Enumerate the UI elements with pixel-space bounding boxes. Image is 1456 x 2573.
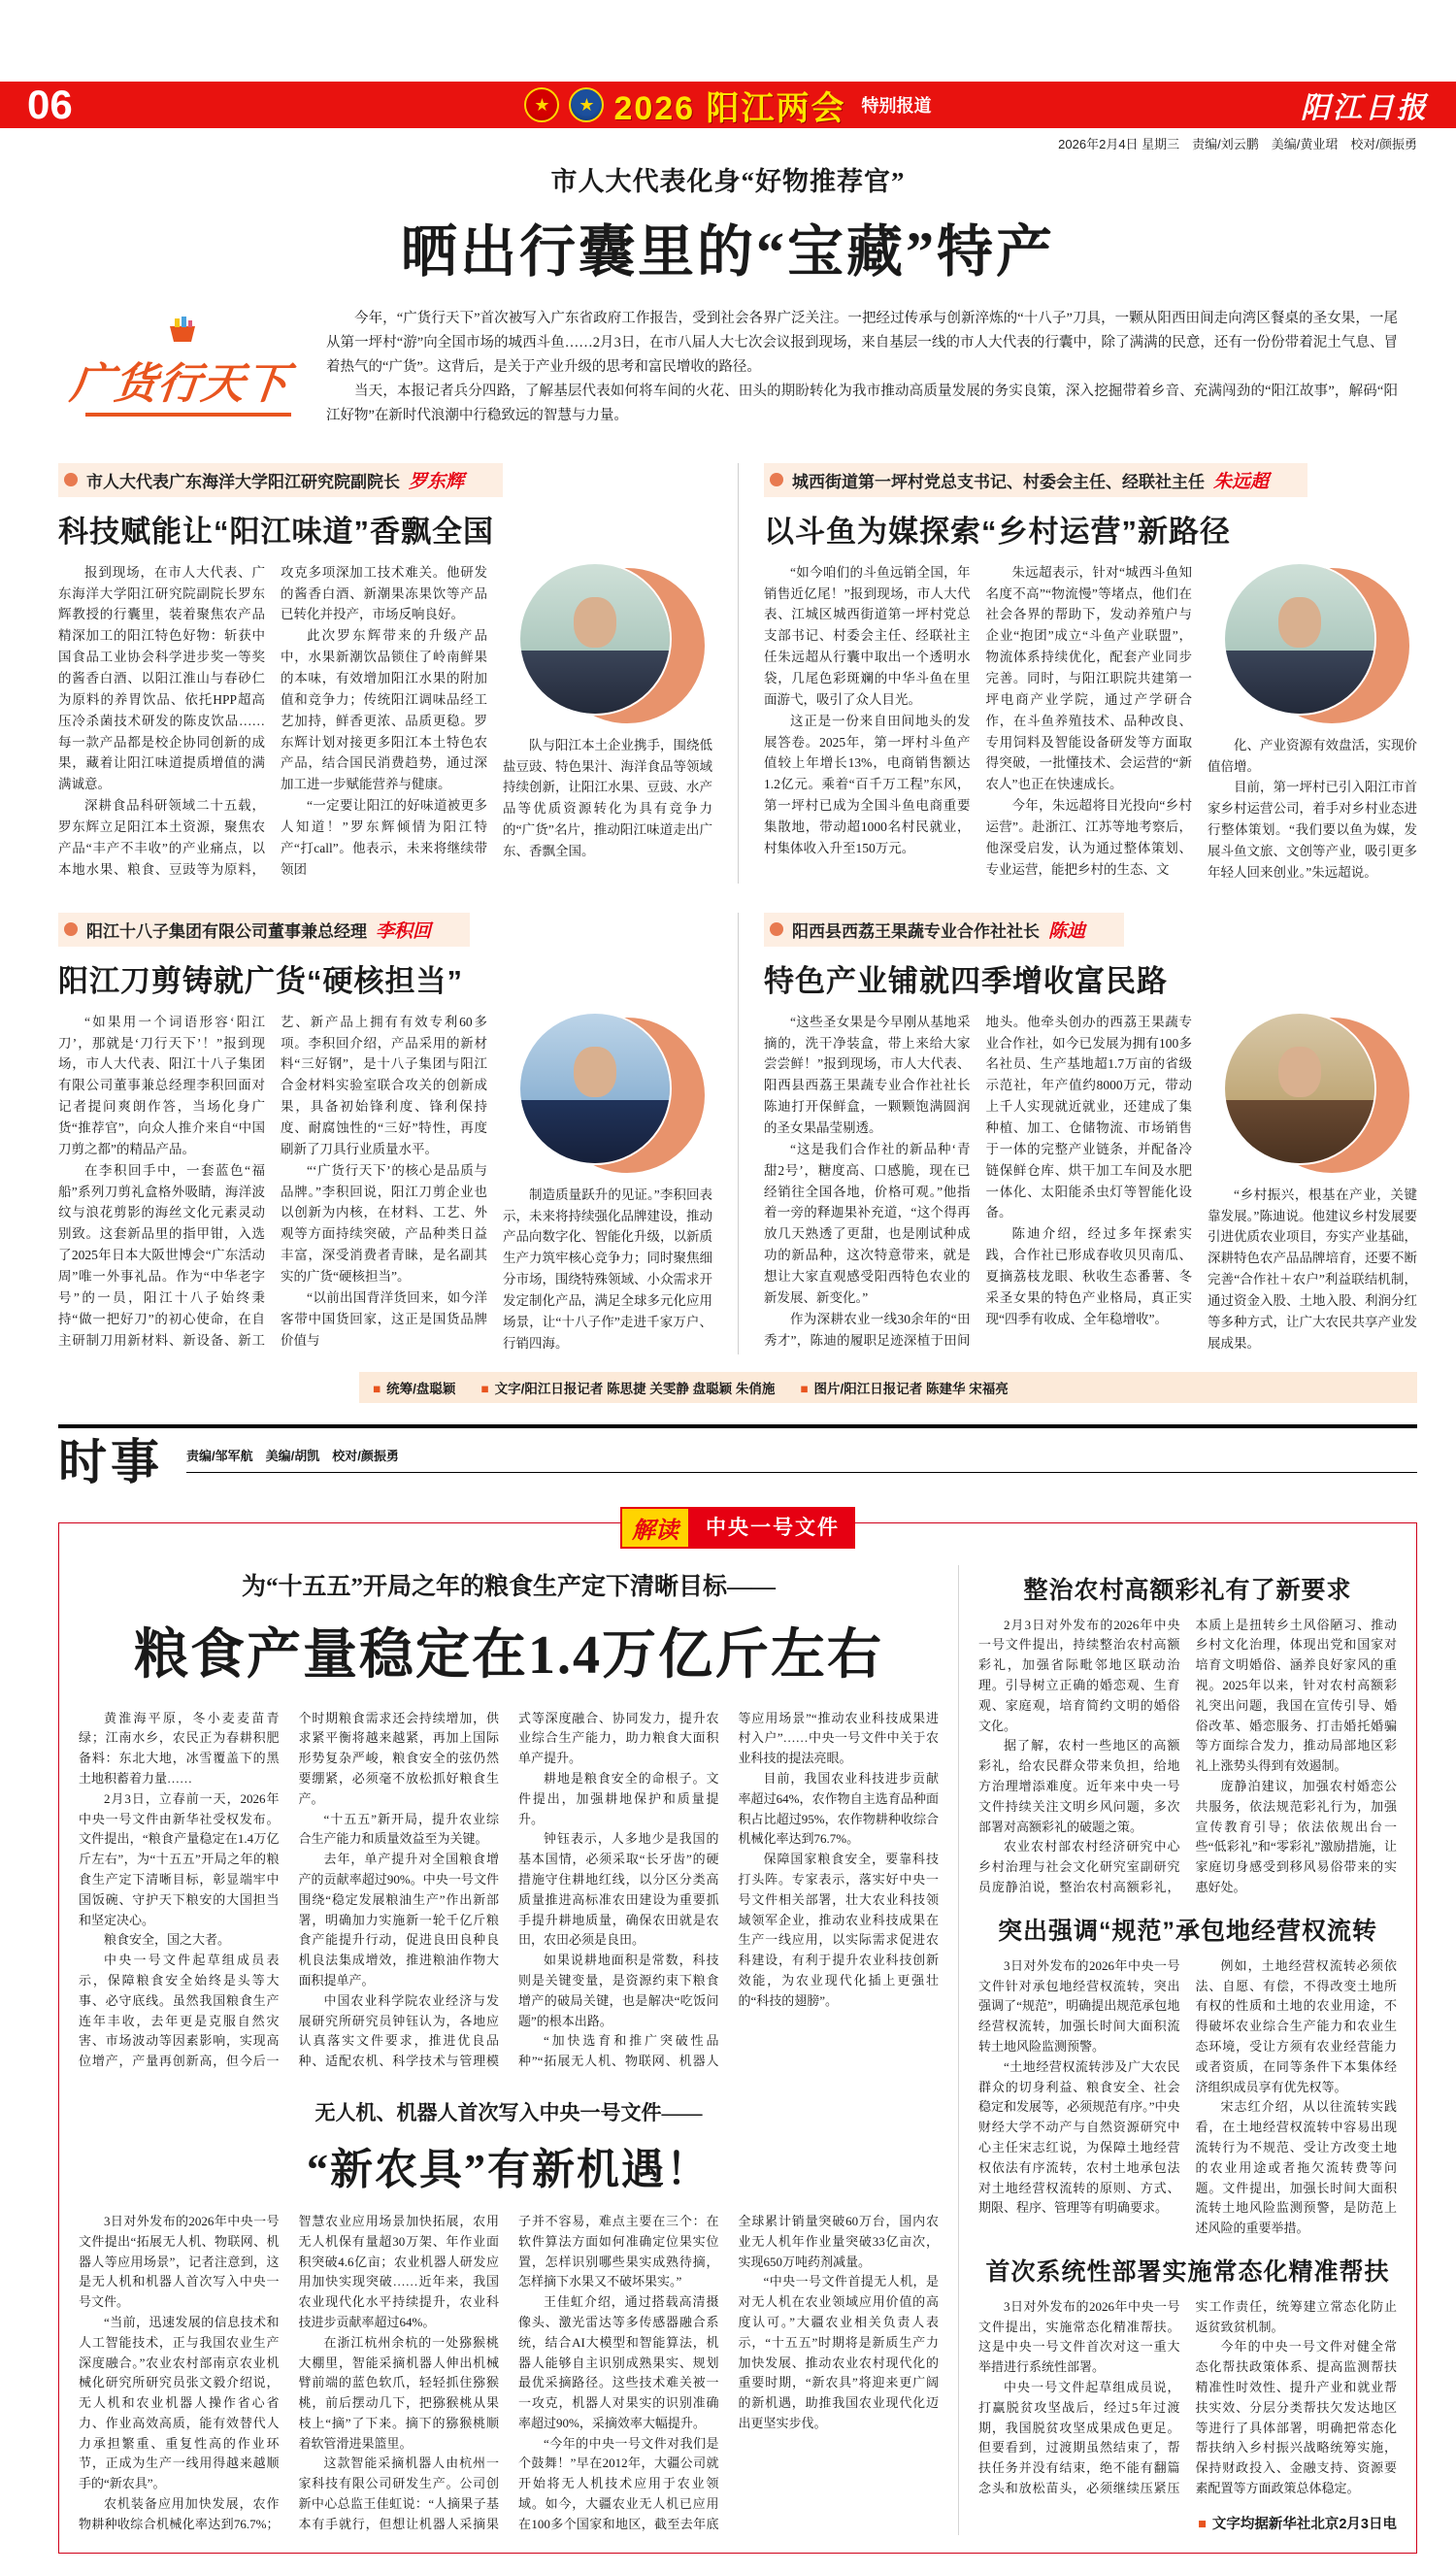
article-label <box>58 463 503 497</box>
rail-columns <box>978 1616 1397 1898</box>
article-headline: 特色产业铺就四季增收富民路 <box>764 963 1168 998</box>
paragraph: “乡村振兴，根基在产业，关键靠发展。”陈迪说。他建议乡村发展要引进优质农业项目，夯实产业基础，深耕特色农产品品牌培育，还要不断完善“合作社＋农户”利益联结机制，通过资金入股、土地入股、利润分红等多种方式，让广大农民共享产业发展成果。 <box>1208 1186 1417 1351</box>
paragraph: 今年，“广货行天下”首次被写入广东省政府工作报告，受到社会各界广泛关注。一把经过传承与创新淬炼的“十八子”刀具，一颗从阳西田间走向湾区餐桌的圣女果，一尾从第一坪村“游”向全国市场的城西斗鱼……2月3日，在市八届人大七次会议报到现场，来自基层一线的市人大代表的行囊中，除了满满的民意，还有一份份带着泥土气息、冒着热气的“广货”。这背后，是关于产业升级的思考和富民增收的路径。 <box>326 311 1398 375</box>
delegate-name: 朱远超 <box>1213 471 1270 492</box>
article-body <box>58 1012 712 1354</box>
paragraph: 黄淮海平原，冬小麦麦苗青绿；江南水乡，农民正为春耕积肥备料：东北大地，冰雪覆盖下的黑土地积蓄着力量…… <box>79 1710 280 1786</box>
paragraph: 陈迪介绍，经过多年探索实践，合作社已形成春收贝贝南瓜、夏摘荔枝龙眼、秋收生态番薯、冬采圣女果的特色产业格局，真正实现“四季有收成、全年稳增收”。 <box>985 1226 1192 1326</box>
credit-photo: ■ 图片/阳江日报记者 陈建华 宋福亮 <box>800 1381 1009 1396</box>
paragraph: “以前出国背洋货回来，如今洋客带中国货回家，这正是国货品牌价值与 <box>281 1289 487 1348</box>
side-text <box>1208 1185 1417 1354</box>
section-divider <box>58 1424 1417 1428</box>
paragraph: “如今咱们的斗鱼远销全国，年销售近亿尾！”报到现场，市人大代表、江城区城西街道第一坪村党总支部书记、村委会主任、经联社主任朱远超从行囊中取出一个透明水袋，几尾色彩斑斓的中华斗鱼在里面游弋，吸引了众人目光。 <box>764 564 971 707</box>
newspaper-page <box>0 82 1456 2573</box>
paragraph: 中央一号文件起草组成员说，打赢脱贫攻坚战后，经过5年过渡期，我国脱贫攻坚成果成色更足。但要看到，过渡期虽然结束了，帮扶任务并没有结束，绝不能有翻篇念头和放松苗头，必须继续压紧压实工作责任，统筹建立常态化防止返贫致贫机制。 <box>978 2298 1397 2496</box>
delegate-name: 罗东辉 <box>409 471 465 492</box>
paragraph: “如果用一个词语形容‘阳江刀’，那就是‘刀行天下’！”报到现场，市人大代表、阳江十八子集团有限公司董事兼总经理李积回面对记者提问爽朗作答，当场化身广货“推荐官”，向众人推介来自“中国刀剪之都”的精品产品。 <box>58 1014 265 1156</box>
rail-headline: 突出强调“规范”承包地经营权流转 <box>997 1917 1377 1945</box>
paragraph: 中央一号文件起草组成员表示，保障粮食安全始终是头等大事、必守底线。虽然我国粮食生产连年丰收，去年更是克服自然灾害、市场波动等因素影响，实现高位增产，产量再创新高，但今后一个时期粮食需求还会持续增加，供求紧平衡将越来越紧，再加上国际形势复杂严峻，粮食安全的弦仍然要绷紧，必须毫不放松抓好粮食生产。 <box>79 1710 499 2069</box>
paragraph: 制造质量跃升的见证。”李积回表示，未来将持续强化品牌建设，推动产品向数字化、智能化升级，以新质生产力筑牢核心竞争力；同时聚焦细分市场，围绕特殊领域、小众需求开发定制化产品，满足全球多元化应用场景，让“十八子作”走进千家万户、行销四海。 <box>503 1186 712 1351</box>
grain-article-columns <box>79 1709 939 2072</box>
paragraph: 例如，土地经营权流转必须依法、自愿、有偿，不得改变土地所有权的性质和土地的农业用途，不得破坏农业综合生产能力和农业生态环境，受让方须有农业经营能力或者资质，在同等条件下本集体经济组织成员享有优先权等。 <box>1195 1957 1397 2094</box>
article-lijihui <box>58 913 738 1354</box>
paragraph: “一定要让阳江的好味道被更多人知道！”罗东辉倾情为阳江特产“打call”。他表示，未来将继续带领团 <box>281 798 487 877</box>
square-bullet-icon: ■ <box>800 1381 809 1396</box>
paragraph: 此次罗东辉带来的升级产品中，水果新潮饮品锁住了岭南鲜果的本味，有效增加阳江水果的附加值和竞争力；传统阳江调味品经工艺加持，鲜香更浓、品质更稳。罗东辉计划对接更多阳江本土特色农产品，结合国民消费趋势，通过深加工进一步赋能营养与健康。 <box>281 628 487 792</box>
news-section-header <box>58 1436 1417 1489</box>
xinhua-source-note: ■ 文字均据新华社北京2月3日电 <box>1198 2516 1397 2532</box>
article-chendi <box>738 913 1417 1354</box>
delegate-photo <box>1215 1012 1409 1175</box>
bullet-dot-icon <box>770 473 783 486</box>
paragraph: “‘广货行天下’的核心是品质与品牌。”李积回说，阳江刀剪企业也以创新为内核，在材料、工艺、外观等方面持续突破，产品种类日益丰富，深受消费者青睐，是名副其实的广货“硬核担当”。 <box>281 1162 487 1285</box>
event-title: 2026 阳江两会 <box>613 89 846 127</box>
paragraph: “中央一号文件首提无人机，是对无人机在农业领域应用价值的高度认可。”大疆农业相关负责人表示，“十五五”时期将是新质生产力加快发展、推动农业农村现代化的重要时期，“新农具”将迎来更广阔的新机遇，助推我国农业现代化迈出更坚实步伐。 <box>738 2274 939 2430</box>
rail-article-land-transfer <box>978 1912 1397 2239</box>
article-label <box>58 913 470 947</box>
bullet-dot-icon <box>770 922 783 936</box>
square-bullet-icon: ■ <box>480 1381 489 1396</box>
paragraph: 耕地是粮食安全的命根子。文件提出，加强耕地保护和质量提升。 <box>518 1770 719 1826</box>
paragraph: 队与阳江本土企业携手，围绕低盐豆豉、特色果汁、海洋食品等领域持续创新，让阳江水果、豆豉、水产品等优质资源转化为具有竞争力的“广货”名片，推动阳江味道走出广东、香飘全国。 <box>503 737 712 858</box>
paragraph: 农机装备应用加快发展，农作物耕种收综合机械化率达到76.7%；智慧农业应用场景加快拓展，农用无人机保有量超30万架、年作业面积突破4.6亿亩；农业机器人研发应用加快实现突破……近年来，我国农业现代化水平持续提升，农业科技进步贡献率超过64%。 <box>79 2213 499 2531</box>
paragraph: 在浙江杭州余杭的一处猕猴桃大棚里，智能采摘机器人伸出机械臂前端的蓝色软爪，轻轻抓住猕猴桃，前后摆动几下，把猕猴桃从果枝上“摘”了下来。摘下的猕猴桃顺着软管滑进果篮里。 <box>298 2334 499 2451</box>
credits-strip <box>359 1372 1417 1403</box>
article-side-column <box>1208 1012 1417 1354</box>
paragraph: 作为深耕农业一线30余年的“田秀才”，陈迪的履职足迹深植于田间地头。他牵头创办的西荔王果蔬专业合作社，如今已发展为拥有100多名社员、生产基地超1.7万亩的省级示范社，年产值约8000万元，带动上千人实现就近就业，还建成了集种植、加工、仓储物流、市场销售于一体的完整产业链条，并配备冷链保鲜仓库、烘干加工车间及水肥一体化、太阳能杀虫灯等智能化设备。 <box>764 1014 1192 1348</box>
delegate-articles-grid <box>0 438 1456 1368</box>
rail-article-targeted-assistance <box>978 2253 1397 2499</box>
article-body <box>764 562 1417 884</box>
side-text <box>503 735 712 862</box>
delegate-photo <box>511 562 705 725</box>
paragraph: 今年，朱远超将目光投向“乡村运营”。赴浙江、江苏等地考察后，他深受启发，认为通过整体策划、专业运营，能把乡村的生态、文 <box>985 798 1192 877</box>
lead-headline: 晒出行囊里的“宝藏”特产 <box>400 220 1055 284</box>
credit-text: ■ 文字/阳江日报记者 陈思捷 关雯静 盘聪颖 朱俏施 <box>480 1381 776 1396</box>
article-columns <box>764 1012 1192 1354</box>
paragraph: 今年的中央一号文件对健全常态化帮扶政策体系、提高监测帮扶精准性时效性、提升产业和就业帮扶实效、分层分类帮扶欠发达地区等进行了具体部署，明确把常态化帮扶纳入乡村振兴战略统筹实施，保持财政投入、金融支持、资源要素配置等方面政策总体稳定。 <box>1195 2339 1397 2496</box>
national-emblem-icon: ★ <box>524 87 559 122</box>
newspaper-logo: 阳江日报 <box>1301 92 1429 124</box>
news-section-editors: 责编/邹军航 美编/胡凯 校对/颜振勇 <box>186 1436 1417 1473</box>
central-document-box <box>58 1516 1417 2554</box>
paragraph: 这款智能采摘机器人由杭州一家科技有限公司研发生产。公司创新中心总监王佳虹说：“人摘果子基本有手就行，但想让机器人采摘果子并不容易，难点主要在三个：在软件算法方面如何准确定位果实位置，怎样识别哪些果实成熟待摘，怎样摘下水果又不破坏果实。” <box>298 2213 719 2531</box>
page-number: 06 <box>27 82 73 127</box>
news-section-title: 时事 <box>58 1434 163 1489</box>
grain-article-headline: 粮食产量稳定在1.4万亿斤左右 <box>134 1624 883 1686</box>
cppcc-emblem-icon: ★ <box>569 87 604 122</box>
paragraph: 中国农业科学院农业经济与发展研究所研究员钟钰认为，各地应认真落实文件要求，推进优良品种、适配农机、科学技术与管理模式等深度融合、协同发力，提升农业综合生产能力，助力粮食大面积单产提升。 <box>298 1710 719 2069</box>
paragraph: 目前，第一坪村已引入阳江市首家乡村运营公司，着手对乡村业态进行整体策划。“我们要以鱼为媒，发展斗鱼文旅、文创等产业，吸引更多年轻人回来创业。”朱远超说。 <box>1208 780 1417 880</box>
paragraph: 钟钰表示，人多地少是我国的基本国情，必须采取“长牙齿”的硬措施守住耕地红线，以分区分类高质量推进高标准农田建设为重要抓手提升耕地质量，确保农田就是农田，农田必须是良田。 <box>518 1831 719 1948</box>
lead-kicker: 市人大代表化身“好物推荐官” <box>550 167 906 196</box>
paragraph: 保障国家粮食安全，要靠科技打头阵。专家表示，落实好中央一号文件相关部署，壮大农业科技领域领军企业，推动农业科技成果在生产一线应用，以实际需求促进农科建设，有利于提升农业科技创新效能，为农业现代化插上更强壮的“科技的翅膀”。 <box>738 1852 939 2008</box>
bullet-dot-icon <box>64 922 78 936</box>
masthead-banner <box>0 82 1456 128</box>
delegate-title: 市人大代表广东海洋大学阳江研究院副院长 <box>86 472 400 491</box>
paragraph: “当前，迅速发展的信息技术和人工智能技术，正与我国农业生产深度融合。”农业农村部南京农业机械化研究所研究员张文毅介绍说，无人机和农业机器人操作省心省力、作业高效高质，能有效替代人力承担繁重、重复性高的作业环节，正成为生产一线用得越来越顺手的“新农具”。 <box>79 2314 280 2491</box>
article-side-column <box>1208 562 1417 884</box>
article-zhuyuanchao <box>738 463 1417 884</box>
paragraph: 在李积回手中，一套蓝色“福船”系列刀剪礼盒格外吸睛，海洋波纹与浪花剪影的海丝文化元素灵动别致。这套新品里的指甲钳，入选了2025年日本大阪世博会“广东活动周”唯一外事礼品。作为“中华老字号”的一员，阳江十八子始终秉持“做一把好刀”的初心使命，在自主研制刀用新材料、新设备、新工艺、新产品上拥有有效专利60多项。李积回介绍，产品采用的新材料“三好钢”，是十八子集团与阳江合金材料实验室联合攻关的创新成果，具备初始锋利度、锋利保持度、耐腐蚀性的“三好”特性，再度刷新了刀具行业质量水平。 <box>58 1014 487 1348</box>
paragraph: 报到现场，在市人大代表、广东海洋大学阳江研究院副院长罗东辉教授的行囊里，装着聚焦农产品精深加工的阳江特色好物：斩获中国食品工业协会科学进步奖一等奖的酱香白酒、以阳江淮山与春砂仁为原料的养胃饮品、依托HPP超高压冷杀菌技术研发的陈皮饮品……每一款产品都是校企协同创新的成果，藏着让阳江味道提质增值的满满诚意。 <box>58 564 265 792</box>
paragraph: 宋志红介绍，从以往流转实践看，在土地经营权流转中容易出现流转行为不规范、受让方改变土地的农业用途或者拖欠流转费等问题。文件提出，加强长时间大面积流转土地风险监测预警，是防范上述风险的重要举措。 <box>1195 2099 1397 2236</box>
bullet-dot-icon <box>64 473 78 486</box>
article-label <box>764 463 1307 497</box>
article-headline: 阳江刀剪铸就广货“硬核担当” <box>58 963 463 998</box>
dateline: 2026年2月4日 星期三 责编/刘云鹏 美编/黄业珺 校对/颜振勇 <box>1058 137 1417 151</box>
paragraph: 3日对外发布的2026年中央一号文件提出，实施常态化精准帮扶。这是中央一号文件首次对这一重大举措进行系统性部署。 <box>978 2298 1180 2375</box>
paragraph: 去年，单产提升对全国粮食增产的贡献率超过90%。中央一号文件围绕“稳定发展粮油生产”作出新部署，明确加力实施新一轮千亿斤粮食产能提升行动，促进良田良种良机良法集成增效，推进粮油作物大面积提单产。 <box>298 1852 499 1988</box>
paragraph: “这是我们合作社的新品种‘青甜2号’，糖度高、口感脆，现在已经销往全国各地，价格可观。”他指着一旁的释迦果补充道，“这个得再放几天熟透了更甜，也是刚试种成功的新品种，这次特意带来，就是想让大家直观感受阳西特色农业的新发展、新变化。” <box>764 1141 971 1305</box>
article-columns <box>764 562 1192 884</box>
delegate-portrait <box>518 562 672 716</box>
paragraph: 庞静泊建议，加强农村婚恋公共服务，依法规范彩礼行为，加强宣传教育引导；依法依规出台一些“低彩礼”和“零彩礼”激励措施，让家庭切身感受到移风易俗带来的实惠好处。 <box>1195 1778 1397 1894</box>
paragraph: 3日对外发布的2026年中央一号文件提出“拓展无人机、物联网、机器人等应用场景”，记者注意到，这是无人机和机器人首次写入中央一号文件。 <box>79 2213 280 2310</box>
article-side-column <box>503 562 712 881</box>
delegate-name: 李积回 <box>376 920 432 942</box>
rail-headline: 首次系统性部署实施常态化精准帮扶 <box>985 2257 1390 2286</box>
central-doc-label: 中央一号文件 <box>690 1507 855 1549</box>
guanghuo-logo-text: 广货行天下 <box>67 360 291 408</box>
square-bullet-icon: ■ <box>373 1381 381 1396</box>
intro-row <box>0 287 1456 438</box>
article-body <box>58 562 712 881</box>
paragraph: 3日对外发布的2026年中央一号文件针对承包地经营权流转，突出强调了“规范”，明确提出规范承包地经营权流转，加强长时间大面积流转土地风险监测预警。 <box>978 1957 1180 2054</box>
delegate-portrait <box>1223 562 1376 716</box>
rail-article-bridal-gifts <box>978 1571 1397 1898</box>
article-luodonghui <box>58 463 738 884</box>
paragraph: 这正是一份来自田间地头的发展答卷。2025年，第一坪村斗鱼产值较上年增长13%，电商销售额达1.2亿元。乘着“百千万工程”东风，第一坪村已成为全国斗鱼电商重要集散地，带动超1000名村民就业，村集体收入升至150万元。 <box>764 713 971 855</box>
rail-columns <box>978 1956 1397 2239</box>
paragraph: 化、产业资源有效盘活，实现价值倍增。 <box>1208 737 1417 774</box>
paragraph: “土地经营权流转涉及广大农民群众的切身利益、粮食安全、社会稳定和发展等，必须规范有序。”中央财经大学不动产与自然资源研究中心主任宋志红说，为保障土地经营权依法有序流转，农村土地承包法对土地经营权流转的原则、方式、期限、程序、管理等有明确要求。 <box>978 2058 1180 2216</box>
article-columns <box>58 562 487 881</box>
article-headline: 以斗鱼为媒探索“乡村运营”新路径 <box>764 514 1231 549</box>
rail-columns <box>978 2297 1397 2499</box>
article-body <box>764 1012 1417 1354</box>
paragraph: “十五五”新开局，提升农业综合生产能力和质量效益至为关键。 <box>298 1811 499 1847</box>
new-farm-tools-article <box>79 2097 939 2535</box>
paragraph: 目前，我国农业科技进步贡献率超过64%，农作物自主选育品种面积占比超过95%，农作物耕种收综合机械化率达到76.7%。 <box>738 1770 939 1847</box>
paragraph: “加快选育和推广突破性品种”“拓展无人机、物联网、机器人等应用场景”“推动农业科技成果进村入户”……中央一号文件中关于农业科技的提法亮眼。 <box>518 1710 939 2069</box>
delegate-portrait <box>518 1012 672 1165</box>
paragraph: 深耕食品科研领域二十五载，罗东辉立足阳江本土资源，聚焦农产品“丰产不丰收”的产业痛点，以本地水果、粮食、豆豉等为原料，攻克多项深加工技术难关。他研发的酱香白酒、新潮果冻果饮等产品已转化并投产，市场反响良好。 <box>58 564 487 877</box>
paragraph: 当天，本报记者兵分四路，了解基层代表如何将车间的火花、田头的期盼转化为我市推动高质量发展的务实良策，深入挖掘带着乡音、充满闯劲的“阳江故事”，解码“阳江好物”在新时代浪潮中行稳致远的智慧与力量。 <box>326 383 1398 423</box>
article-columns <box>58 1012 487 1354</box>
event-subtitle: 特别报道 <box>861 96 932 116</box>
banner-center <box>0 82 1456 129</box>
lead-block <box>0 160 1456 287</box>
grain-article-kicker: 为“十五五”开局之年的粮食生产定下清晰目标—— <box>241 1573 776 1600</box>
credit-coordinator: ■ 统筹/盘聪颖 <box>373 1381 456 1396</box>
jiedu-badge <box>620 1507 855 1549</box>
box-right-rail <box>958 1565 1397 2535</box>
box-main-column <box>79 1565 939 2535</box>
square-bullet-icon: ■ <box>1198 2516 1207 2532</box>
side-text <box>1208 735 1417 884</box>
delegate-title: 阳西县西荔王果蔬专业合作社社长 <box>792 921 1040 941</box>
paragraph: “今年的中央一号文件对我们是个鼓舞！”早在2012年，大疆公司就开始将无人机技术应用于农业领域。如今，大疆农业无人机已应用在100多个国家和地区，截至去年底全球累计销量突破60万台，国内农业无人机年作业量突破33亿亩次，实现650万吨药剂减量。 <box>518 2213 939 2531</box>
guanghuo-logo <box>58 307 301 417</box>
paragraph: 朱远超表示，针对“城西斗鱼知名度不高”“物流慢”等堵点，他们在社会各界的帮助下，发动养殖户与企业“抱团”成立“斗鱼产业联盟”，物流体系持续优化，配套产业同步完善。同时，与阳江职院共建第一坪电商产业学院，通过产学研合作，在斗鱼养殖技术、品种改良、专用饲料及智能设备研发等方面取得突破，一批懂技术、会运营的“新农人”也正在快速成长。 <box>985 564 1192 792</box>
delegate-title: 城西街道第一坪村党总支书记、村委会主任、经联社主任 <box>792 472 1205 491</box>
paragraph: 2月3日，立春前一天，2026年中央一号文件由新华社受权发布。文件提出，“粮食产量稳定在1.4万亿斤左右”，为“十五五”开局之年的粮食生产定下清晰目标，彰显端牢中国饭碗、守护天下粮安的大国担当和坚定决心。 <box>79 1790 280 1927</box>
jiedu-script-label: 解读 <box>620 1507 690 1549</box>
paragraph: 如果说耕地面积是常数，科技则是关键变量，是资源约束下粮食增产的破局关键，也是解决“吃饭问题”的根本出路。 <box>518 1953 719 2028</box>
tools-article-columns <box>79 2212 939 2535</box>
side-text <box>503 1185 712 1354</box>
intro-text <box>326 307 1398 428</box>
article-side-column <box>503 1012 712 1354</box>
delegate-name: 陈迪 <box>1048 920 1086 942</box>
basket-icon <box>166 315 199 349</box>
article-label <box>764 913 1124 947</box>
logo-underline <box>85 413 291 417</box>
paragraph: 王佳虹介绍，通过搭载高清摄像头、激光雷达等多传感器融合系统，结合AI大模型和智能算法，机器人能够自主识别成熟果实、规划最优采摘路径。这些技术难关被一一攻克，机器人对果实的识别准确率超过90%，采摘效率大幅提升。 <box>518 2294 719 2430</box>
delegate-portrait <box>1223 1012 1376 1165</box>
rail-headline: 整治农村高额彩礼有了新要求 <box>1023 1576 1352 1604</box>
tools-article-headline: “新农具”有新机遇！ <box>307 2145 711 2193</box>
tools-article-kicker: 无人机、机器人首次写入中央一号文件—— <box>314 2100 703 2124</box>
paragraph: 据了解，农村一些地区的高额彩礼，给农民群众带来负担，给地方治理增添难度。近年来中央一号文件持续关注文明乡风问题，多次部署对高额彩礼的破题之策。 <box>978 1738 1180 1834</box>
delegate-photo <box>1215 562 1409 725</box>
paragraph: 农业农村部农村经济研究中心乡村治理与社会文化研究室副研究员庞静泊说，整治农村高额彩礼，本质上是扭转乡土风俗陋习、推动乡村文化治理，体现出党和国家对培育文明婚俗、涵养良好家风的重视。2025年以来，针对农村高额彩礼突出问题，我国在宣传引导、婚俗改革、婚恋服务、打击婚托婚骗等方面综合发力，推动局部地区彩礼上涨势头得到有效遏制。 <box>978 1617 1397 1894</box>
paragraph: 粮食安全，国之大者。 <box>104 1932 231 1948</box>
delegate-title: 阳江十八子集团有限公司董事兼总经理 <box>86 921 367 941</box>
delegate-photo <box>511 1012 705 1175</box>
article-headline: 科技赋能让“阳江味道”香飘全国 <box>58 514 494 549</box>
paragraph: 2月3日对外发布的2026年中央一号文件提出，持续整治农村高额彩礼，加强省际毗邻地区联动治理。引导树立正确的婚恋观、生育观、家庭观，培育简约文明的婚俗文化。 <box>978 1617 1180 1733</box>
paragraph: “这些圣女果是今早刚从基地采摘的，洗干净装盒，带上来给大家尝尝鲜！”报到现场，市人大代表、阳西县西荔王果蔬专业合作社社长陈迪打开保鲜盒，一颗颗饱满圆润的圣女果晶莹剔透。 <box>764 1014 971 1135</box>
box-inner <box>79 1565 1397 2535</box>
